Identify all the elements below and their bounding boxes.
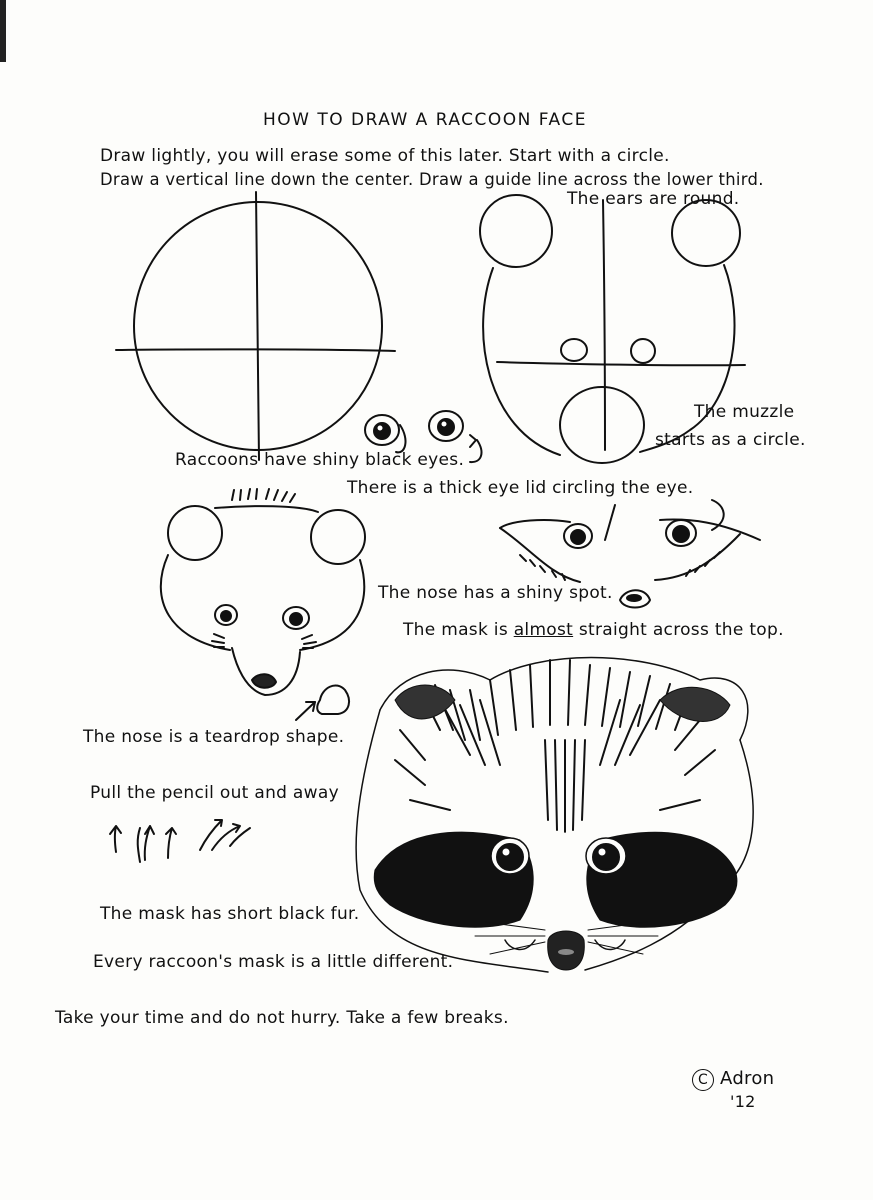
copyright-icon: C <box>692 1069 714 1091</box>
signature-name: Adron <box>720 1068 775 1089</box>
instruction-pencil: Pull the pencil out and away <box>90 783 339 803</box>
instruction-nose-teardrop: The nose is a teardrop shape. <box>83 727 345 747</box>
instruction-intro-line2: Draw a vertical line down the center. Draw a guide line across the lower third. <box>100 170 764 189</box>
instruction-mask-fur: The mask has short black fur. <box>100 904 360 924</box>
instruction-eyes-shiny: Raccoons have shiny black eyes. <box>175 450 465 470</box>
instruction-mask-top: The mask is almost straight across the top. <box>403 620 784 640</box>
signature-year: '12 <box>730 1092 756 1111</box>
mask-emphasis-word: almost <box>513 620 574 640</box>
pencil-stroke-examples <box>110 820 250 862</box>
nose-teardrop <box>296 685 349 720</box>
finished-raccoon-face <box>356 658 753 973</box>
instruction-muzzle-line1: The muzzle <box>694 402 795 422</box>
simple-face-sketch <box>161 489 365 695</box>
instruction-mask-different: Every raccoon's mask is a little different. <box>93 952 454 972</box>
ears-muzzle-sketch <box>480 195 745 463</box>
instruction-nose-spot: The nose has a shiny spot. <box>378 583 613 603</box>
instruction-eyelid: There is a thick eye lid circling the eye. <box>347 478 694 498</box>
instruction-ears: The ears are round. <box>567 189 740 209</box>
page-title: HOW TO DRAW A RACCOON FACE <box>263 110 587 130</box>
instruction-muzzle-line2: starts as a circle. <box>655 430 806 450</box>
instruction-take-time: Take your time and do not hurry. Take a few breaks. <box>55 1008 509 1028</box>
mask-eyes-sketch <box>500 500 760 608</box>
eye-closeups <box>365 411 481 462</box>
instruction-intro-line1: Draw lightly, you will erase some of this later. Start with a circle. <box>100 146 670 166</box>
circle-guide-sketch <box>116 192 395 460</box>
